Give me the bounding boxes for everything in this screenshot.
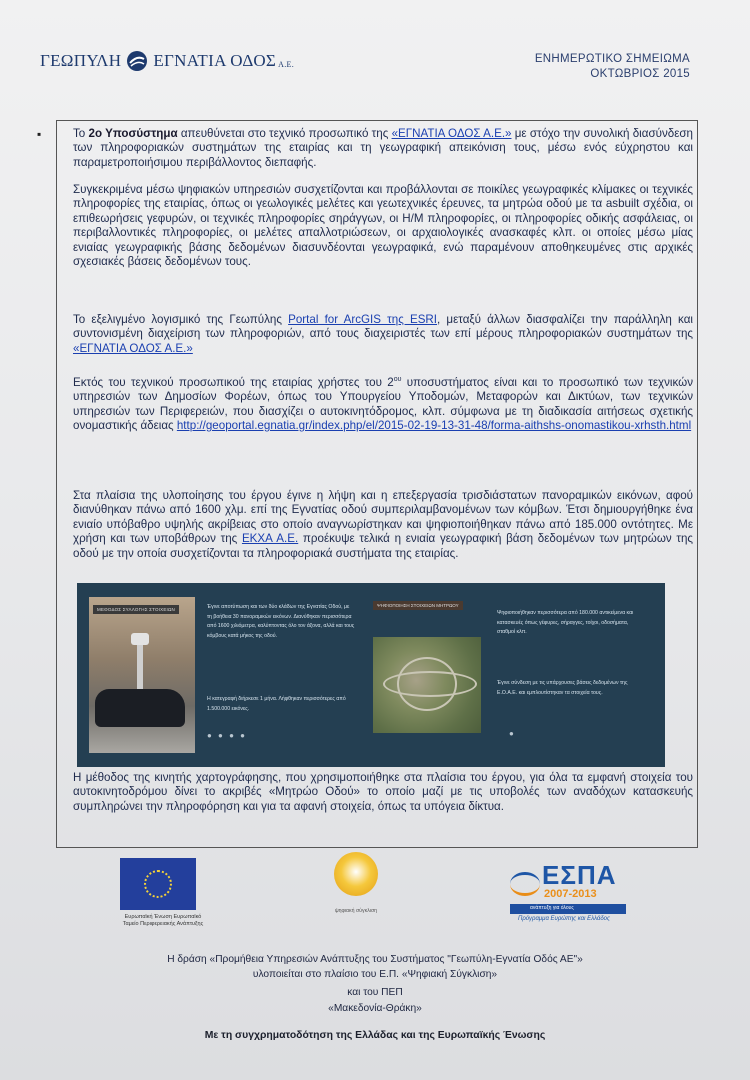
footer-line-2: υλοποιείται στο πλαίσιο του Ε.Π. «Ψηφιακή Σύγκλιση» (252, 969, 498, 980)
funding-logos (0, 850, 750, 950)
paragraph-6: Η μέθοδος της κινητής χαρτογράφησης, που χρησιμοποιήθηκε στα πλαίσια του έργου, για όλα τα εμφανή στοιχεία του αυτοκινητοδρόμου δίνει το ακριβές «Μητρώο Οδού» το οποίο μαζί με τις υποβολές των αναδόχων κατασκευής συμπληρώνει την πληροφόρηση και για τα αφανή στοιχεία, όπως τα υπόγεια δίκτυα. (73, 771, 693, 813)
logo-suffix: Α.Ε. (278, 59, 294, 69)
paragraph-1: Το 2ο Υποσύστημα απευθύνεται στο τεχνικό προσωπικό της «ΕΓΝΑΤΙΑ ΟΔΟΣ Α.Ε.» με στόχο την συνολική διασύνδεση των πληροφοριακών συστημάτων της εταιρίας και τη γεωγραφική απεικόνιση τους, μέσω ενός εύχρηστου και παραμετροποιήσιμου περιβάλλοντος διεπαφής. (73, 127, 693, 169)
espa-logo (510, 860, 626, 920)
left-photo-tag: ΜΕΘΟΔΟΣ ΣΥΛΛΟΓΗΣ ΣΤΟΙΧΕΙΩΝ (93, 605, 179, 614)
image-gallery (77, 583, 665, 767)
carousel-dots-left[interactable]: ● ● ● ● (207, 731, 247, 740)
ekxa-link[interactable]: ΕΚΧΑ Α.Ε. (241, 532, 299, 546)
subsystem-label: 2ο Υποσύστημα (88, 127, 178, 140)
eu-flag-icon (120, 858, 196, 910)
content-box (37, 120, 698, 848)
note-title: ΕΝΗΜΕΡΩΤΙΚΟ ΣΗΜΕΙΩΜΑ (534, 53, 690, 65)
gallery-text-4: Έγινε σύνδεση με τις υπάρχουσες βάσεις δεδομένων της Ε.Ο.Α.Ε. και εμπλουτίστηκαν τα στοιχεία τους. (497, 680, 628, 696)
espa-wave-icon (510, 872, 540, 896)
arcgis-portal-link[interactable]: Portal for ArcGIS της ESRI (288, 313, 438, 326)
footer-line-1: Η δράση «Προμήθεια Υπηρεσιών Ανάπτυξης του Συστήματος "Γεωπύλη-Εγνατία Οδός ΑΕ"» (167, 954, 583, 965)
camera-icon (131, 633, 149, 645)
logo-text-right: ΕΓΝΑΤΙΑ ΟΔΟΣ (153, 51, 277, 70)
paragraph-2: Συγκεκριμένα μέσω ψηφιακών υπηρεσιών συσχετίζονται και προβάλλονται σε ποικίλες γεωγραφικές κλίμακες οι τεχνικές πληροφορίες της εταιρίας, όπως οι γεωλογικές μελέτες και γεωτεχνικές έρευνες, τα μητρώα οδού με τα asbuilt σχέδια, οι επιθεωρήσεις γεφυρών, οι τεχνικές πληροφορίες σηράγγων, οι Η/Μ πληροφορίες, οι πληροφορίες οδικής ασφάλειας, οι περιβαλλοντικές πληροφορίες, οι μελέτες απαλλοτριώσεων, οι αρχαιολογικές ανασκαφές κλπ. οι οποίες μέσω μίας ενιαίας γεωγραφικής βάσης δεδομένων διασυνδέονται γεωγραφικά, ενώ παραμένουν αποθηκευμένες στις αρχικές σχεσιακές βάσεις δεδομένων τους. (73, 183, 693, 269)
note-date: ΟΚΤΩΒΡΙΟΣ 2015 (590, 68, 690, 80)
logo-text-left: ΓΕΩΠΥΛΗ (40, 51, 122, 70)
digital-convergence-caption: ψηφιακή σύγκλιση (334, 908, 378, 914)
geoportal-form-link[interactable]: http://geoportal.egnatia.gr/index.php/el/2015-02-19-13-31-48/forma-aithshs-onomastikou-xrhsth.html (176, 419, 692, 433)
co-funding-statement: Με τη συγχρηματοδότηση της Ελλάδας και της Ευρωπαϊκής Ένωσης (204, 1030, 546, 1041)
paragraph-5: Στα πλαίσια της υλοποίησης του έργου έγινε η λήψη και η επεξεργασία τρισδιάστατων πανοραμικών εικόνων, αφού διανύθηκαν πάνω από 1600 χλμ. επί της Εγνατίας οδού συμπεριλαμβανομένων των κόμβων. Έτσι δημιουργήθηκε ένα ενιαίο υπόβαθρο υψηλής ακρίβειας στο οποίο αναγνωρίστηκαν και ψηφιοποιήθηκαν πάνω από 185.000 οντότητες. Με χρήση και των υποβάθρων της ΕΚΧΑ Α.Ε. προέκυψε τελικά η ενιαία γεωγραφική βάση δεδομένων των μητρώων της οδού με την οποία συσχετίζονται τα πληροφοριακά συστήματα της εταιρίας. (73, 489, 694, 560)
footer-line-4: «Μακεδονία-Θράκη» (328, 1003, 422, 1014)
mapping-vehicle-photo (89, 597, 195, 753)
header (40, 46, 690, 96)
eu-stars-icon (144, 870, 172, 898)
mid-photo-tag: ΨΗΦΙΟΠΟΙΗΣΗ ΣΤΟΙΧΕΙΩΝ ΜΗΤΡΩΟΥ (373, 601, 463, 610)
digital-convergence-logo-icon (334, 852, 378, 896)
gallery-text-2: Η κατεγραφή διήρκεσε 1 μήνα. Λήφθηκαν περισσότερες από 1.500.000 εικόνες. (207, 696, 346, 712)
gallery-text-3: Ψηφιοποιήθηκαν περισσότερα από 180.000 αντικείμενα και κατασκευές όπως γέφυρες, σήραγγες, τοίχοι, οδοσήματα, σταθμοί κλπ. (497, 610, 634, 635)
eu-caption: Ευρωπαϊκή Ένωση Ευρωπαϊκό Ταμείο Περιφερειακής Ανάπτυξης (122, 914, 204, 927)
globe-icon (126, 50, 148, 72)
egnatia-link-2[interactable]: «ΕΓΝΑΤΙΑ ΟΔΟΣ Α.Ε.» (73, 341, 193, 355)
company-logo (40, 50, 294, 72)
espa-bar: ανάπτυξη για όλους (510, 904, 626, 914)
document-type (535, 52, 690, 82)
road-map-image (373, 601, 485, 741)
carousel-dots-right[interactable]: ● (509, 729, 516, 738)
espa-title: ΕΣΠΑ (542, 860, 617, 890)
espa-years: 2007-2013 (544, 888, 597, 900)
paragraph-3: Το εξελιγμένο λογισμικό της Γεωπύλης Portal for ArcGIS της ESRI, μεταξύ άλλων διασφαλίζει την παράλληλη και συντονισμένη διαχείριση των πληροφοριών, από τους διαχειριστές των επί μέρους πληροφοριακών συστημάτων της «ΕΓΝΑΤΙΑ ΟΔΟΣ Α.Ε.» (73, 313, 693, 355)
gallery-text-1: Έγινε αποτύπωση και των δύο κλάδων της Εγνατίας Οδού, με τη βοήθεια 30 πανοραμικών εικόνων. Διανύθηκαν περισσότερα από 1600 χιλιόμετρα, καλύπτοντας όλο τον άξονα, αλλά και τους κόμβους κατά μήκος της οδού. (207, 604, 355, 639)
egnatia-link-1[interactable]: «ΕΓΝΑΤΙΑ ΟΔΟΣ Α.Ε.» (391, 127, 512, 140)
bullet-icon: ▪ (37, 127, 42, 141)
paragraph-4: Εκτός του τεχνικού προσωπικού της εταιρίας χρήστες του $2^{o\upsilon}$ υποσυστήματος είναι και το προσωπικό των τεχνικών υπηρεσιών των Δημοσίων Φορέων, όπως του Υπουργείου Υποδομών, Μεταφορών και Δικτύων, των τεχνικών υπηρεσιών των Περιφερειών, που διασχίζει ο αυτοκινητόδρομος, κλπ. σύμφωνα με τη διαδικασία αιτήσεως σχετικής ονομαστικής άδειας http://geoportal.egnatia.gr/index.php/el/2015-02-19-13-31-48/forma-aithshs-onomastikou-xrhsth.html (73, 375, 693, 433)
car-icon (95, 689, 185, 727)
espa-motto: Πρόγραμμα Ευρώπης και Ελλάδος (518, 916, 610, 922)
interchange-map (373, 637, 481, 733)
footer-line-3: και του ΠΕΠ (347, 987, 403, 998)
